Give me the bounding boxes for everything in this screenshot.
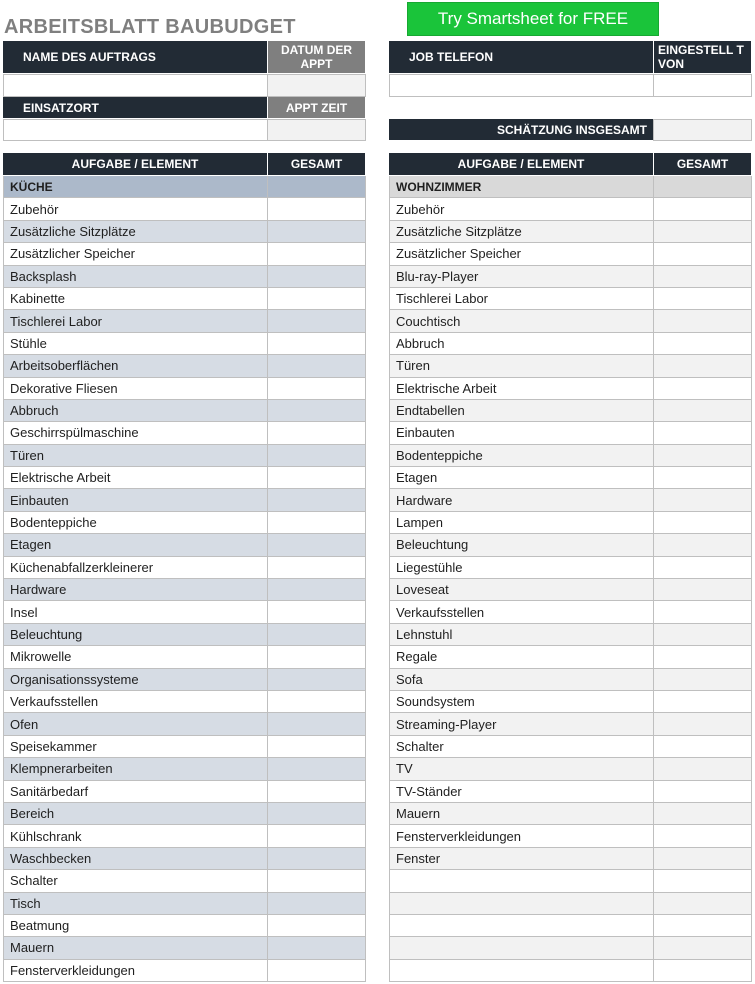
living-room-item-row [389, 221, 752, 243]
kitchen-item-total[interactable] [268, 960, 366, 982]
living-room-item-label [389, 960, 654, 982]
kitchen-item-row [3, 803, 366, 825]
living-room-item-row [389, 445, 752, 467]
living-room-item-total[interactable] [654, 624, 752, 646]
kitchen-item-label: Tischlerei Labor [3, 310, 268, 332]
right-task-column-header: AUFGABE / ELEMENT [389, 153, 654, 176]
living-room-item-row [389, 893, 752, 915]
living-room-item-total[interactable] [654, 422, 752, 444]
living-room-item-row [389, 825, 752, 847]
living-room-item-label: Hardware [389, 489, 654, 511]
estimate-total-field[interactable] [653, 119, 752, 141]
living-room-item-label: Zusätzliche Sitzplätze [389, 221, 654, 243]
living-room-item-total[interactable] [654, 534, 752, 556]
kitchen-item-label: Kabinette [3, 288, 268, 310]
kitchen-item-label: Waschbecken [3, 848, 268, 870]
living-room-item-row [389, 624, 752, 646]
living-room-item-label: Loveseat [389, 579, 654, 601]
kitchen-item-row [3, 243, 366, 265]
living-room-item-row [389, 601, 752, 623]
living-room-item-total[interactable] [654, 355, 752, 377]
kitchen-item-row [3, 937, 366, 959]
kitchen-item-label: Bereich [3, 803, 268, 825]
living-room-item-row [389, 781, 752, 803]
kitchen-item-row [3, 825, 366, 847]
try-smartsheet-button[interactable]: Try Smartsheet for FREE [407, 2, 659, 36]
kitchen-item-total[interactable] [268, 288, 366, 310]
kitchen-item-row [3, 646, 366, 668]
kitchen-item-total[interactable] [268, 736, 366, 758]
living-room-item-total[interactable] [654, 803, 752, 825]
kitchen-section-label: KÜCHE [3, 176, 268, 198]
kitchen-item-row [3, 893, 366, 915]
kitchen-item-row [3, 422, 366, 444]
living-room-item-total[interactable] [654, 221, 752, 243]
living-room-item-label: Zusätzlicher Speicher [389, 243, 654, 265]
kitchen-item-row [3, 355, 366, 377]
kitchen-item-row [3, 266, 366, 288]
kitchen-item-row [3, 467, 366, 489]
kitchen-item-total[interactable] [268, 758, 366, 780]
left-task-column-header: AUFGABE / ELEMENT [3, 153, 268, 176]
living-room-item-label: TV [389, 758, 654, 780]
living-room-item-total[interactable] [654, 893, 752, 915]
kitchen-item-label: Hardware [3, 579, 268, 601]
kitchen-item-label: Stühle [3, 333, 268, 355]
kitchen-item-total[interactable] [268, 713, 366, 735]
kitchen-item-row [3, 624, 366, 646]
kitchen-item-total[interactable] [268, 601, 366, 623]
kitchen-item-label: Küchenabfallzerkleinerer [3, 557, 268, 579]
living-room-item-label [389, 915, 654, 937]
kitchen-item-row [3, 736, 366, 758]
kitchen-item-total[interactable] [268, 803, 366, 825]
living-room-item-label: Einbauten [389, 422, 654, 444]
living-room-item-label: Schalter [389, 736, 654, 758]
living-room-item-total[interactable] [654, 333, 752, 355]
kitchen-item-label: Sanitärbedarf [3, 781, 268, 803]
living-room-item-total[interactable] [654, 736, 752, 758]
kitchen-item-total[interactable] [268, 579, 366, 601]
kitchen-item-label: Zusätzliche Sitzplätze [3, 221, 268, 243]
estimate-total-header: SCHÄTZUNG INSGESAMT [389, 119, 654, 141]
living-room-item-total[interactable] [654, 266, 752, 288]
kitchen-item-row [3, 579, 366, 601]
page-title: ARBEITSBLATT BAUBUDGET [4, 16, 296, 38]
living-room-item-total[interactable] [654, 489, 752, 511]
kitchen-item-row [3, 378, 366, 400]
living-room-item-label: Soundsystem [389, 691, 654, 713]
living-room-item-row [389, 557, 752, 579]
kitchen-table [3, 176, 366, 982]
living-room-item-row [389, 646, 752, 668]
living-room-item-label: Etagen [389, 467, 654, 489]
kitchen-item-label: Ofen [3, 713, 268, 735]
kitchen-item-label: Elektrische Arbeit [3, 467, 268, 489]
living-room-item-row [389, 579, 752, 601]
living-room-item-label: Beleuchtung [389, 534, 654, 556]
living-room-item-label: Elektrische Arbeit [389, 378, 654, 400]
kitchen-item-label: Türen [3, 445, 268, 467]
job-phone-field[interactable] [389, 74, 654, 97]
living-room-item-row [389, 512, 752, 534]
living-room-item-row [389, 960, 752, 982]
living-room-item-total[interactable] [654, 400, 752, 422]
living-room-item-row [389, 534, 752, 556]
living-room-item-row [389, 803, 752, 825]
living-room-item-total[interactable] [654, 467, 752, 489]
location-field[interactable] [3, 119, 268, 141]
living-room-item-row [389, 378, 752, 400]
living-room-section-row [389, 176, 752, 198]
living-room-item-label: Bodenteppiche [389, 445, 654, 467]
kitchen-item-label: Abbruch [3, 400, 268, 422]
kitchen-item-total[interactable] [268, 825, 366, 847]
living-room-item-total[interactable] [654, 848, 752, 870]
kitchen-item-label: Tisch [3, 893, 268, 915]
living-room-item-label: Fenster [389, 848, 654, 870]
kitchen-item-label: Dekorative Fliesen [3, 378, 268, 400]
living-room-item-label: Blu-ray-Player [389, 266, 654, 288]
living-room-item-total[interactable] [654, 557, 752, 579]
kitchen-item-row [3, 691, 366, 713]
left-total-column-header: GESAMT [268, 153, 366, 176]
living-room-item-row [389, 736, 752, 758]
living-room-item-total[interactable] [654, 713, 752, 735]
kitchen-item-total[interactable] [268, 355, 366, 377]
kitchen-item-row [3, 512, 366, 534]
living-room-item-total[interactable] [654, 669, 752, 691]
kitchen-item-label: Einbauten [3, 489, 268, 511]
kitchen-item-row [3, 489, 366, 511]
living-room-item-label: Zubehör [389, 198, 654, 220]
living-room-item-row [389, 198, 752, 220]
kitchen-item-label: Insel [3, 601, 268, 623]
kitchen-item-row [3, 400, 366, 422]
living-room-item-label: Sofa [389, 669, 654, 691]
living-room-item-total[interactable] [654, 646, 752, 668]
living-room-item-label [389, 937, 654, 959]
living-room-item-total[interactable] [654, 937, 752, 959]
appt-date-header: DATUM DER APPT [268, 41, 366, 74]
living-room-item-total[interactable] [654, 288, 752, 310]
kitchen-item-row [3, 557, 366, 579]
kitchen-item-total[interactable] [268, 310, 366, 332]
living-room-item-label: Couchtisch [389, 310, 654, 332]
kitchen-item-row [3, 198, 366, 220]
living-room-item-label: Lampen [389, 512, 654, 534]
kitchen-item-row [3, 870, 366, 892]
kitchen-item-row [3, 758, 366, 780]
living-room-item-label: Verkaufsstellen [389, 601, 654, 623]
living-room-item-total[interactable] [654, 601, 752, 623]
kitchen-item-row [3, 310, 366, 332]
living-room-item-total[interactable] [654, 445, 752, 467]
kitchen-section-row [3, 176, 366, 198]
living-room-item-label: Tischlerei Labor [389, 288, 654, 310]
kitchen-item-row [3, 848, 366, 870]
appt-date-field[interactable] [267, 74, 366, 97]
hired-by-header: EINGESTELL T VON [654, 41, 752, 74]
kitchen-item-label: Arbeitsoberflächen [3, 355, 268, 377]
hired-by-field[interactable] [653, 74, 752, 97]
living-room-section-total[interactable] [654, 176, 752, 198]
living-room-item-total[interactable] [654, 512, 752, 534]
kitchen-item-label: Geschirrspülmaschine [3, 422, 268, 444]
appt-time-header: APPT ZEIT [268, 97, 366, 119]
living-room-item-label: Mauern [389, 803, 654, 825]
living-room-item-total[interactable] [654, 781, 752, 803]
kitchen-item-label: Organisationssysteme [3, 669, 268, 691]
kitchen-item-total[interactable] [268, 422, 366, 444]
living-room-item-total[interactable] [654, 825, 752, 847]
living-room-item-row [389, 243, 752, 265]
living-room-item-row [389, 758, 752, 780]
kitchen-item-row [3, 534, 366, 556]
kitchen-item-label: Schalter [3, 870, 268, 892]
kitchen-item-total[interactable] [268, 198, 366, 220]
kitchen-item-total[interactable] [268, 445, 366, 467]
living-room-item-label: Endtabellen [389, 400, 654, 422]
kitchen-item-total[interactable] [268, 691, 366, 713]
kitchen-item-total[interactable] [268, 848, 366, 870]
living-room-item-row [389, 467, 752, 489]
job-name-header: NAME DES AUFTRAGS [3, 41, 268, 74]
kitchen-item-total[interactable] [268, 534, 366, 556]
living-room-item-row [389, 915, 752, 937]
kitchen-item-label: Mikrowelle [3, 646, 268, 668]
living-room-item-label [389, 893, 654, 915]
kitchen-item-total[interactable] [268, 221, 366, 243]
living-room-item-label: Lehnstuhl [389, 624, 654, 646]
job-phone-header: JOB TELEFON [389, 41, 654, 74]
kitchen-item-label: Backsplash [3, 266, 268, 288]
living-room-item-total[interactable] [654, 758, 752, 780]
living-room-item-row [389, 355, 752, 377]
kitchen-item-row [3, 669, 366, 691]
kitchen-item-row [3, 601, 366, 623]
kitchen-item-label: Bodenteppiche [3, 512, 268, 534]
kitchen-item-label: Etagen [3, 534, 268, 556]
living-room-item-label: Türen [389, 355, 654, 377]
living-room-item-total[interactable] [654, 960, 752, 982]
living-room-item-row [389, 937, 752, 959]
kitchen-item-total[interactable] [268, 378, 366, 400]
kitchen-item-total[interactable] [268, 467, 366, 489]
living-room-item-total[interactable] [654, 870, 752, 892]
living-room-item-total[interactable] [654, 198, 752, 220]
living-room-item-label [389, 870, 654, 892]
living-room-item-label: Liegestühle [389, 557, 654, 579]
living-room-table [389, 176, 752, 982]
kitchen-item-total[interactable] [268, 243, 366, 265]
living-room-item-total[interactable] [654, 915, 752, 937]
living-room-item-row [389, 691, 752, 713]
living-room-item-row [389, 288, 752, 310]
kitchen-item-label: Klempnerarbeiten [3, 758, 268, 780]
living-room-item-row [389, 266, 752, 288]
living-room-item-label: TV-Ständer [389, 781, 654, 803]
living-room-item-row [389, 489, 752, 511]
kitchen-item-label: Zubehör [3, 198, 268, 220]
job-name-field[interactable] [3, 74, 268, 97]
living-room-item-row [389, 310, 752, 332]
living-room-item-row [389, 870, 752, 892]
location-header: EINSATZORT [3, 97, 268, 119]
living-room-item-row [389, 669, 752, 691]
kitchen-item-row [3, 221, 366, 243]
kitchen-item-row [3, 333, 366, 355]
kitchen-item-total[interactable] [268, 870, 366, 892]
kitchen-item-total[interactable] [268, 624, 366, 646]
kitchen-item-total[interactable] [268, 915, 366, 937]
appt-time-field[interactable] [267, 119, 366, 141]
kitchen-item-total[interactable] [268, 669, 366, 691]
kitchen-item-label: Verkaufsstellen [3, 691, 268, 713]
living-room-item-row [389, 400, 752, 422]
living-room-item-total[interactable] [654, 310, 752, 332]
right-total-column-header: GESAMT [654, 153, 752, 176]
living-room-item-row [389, 848, 752, 870]
kitchen-item-row [3, 960, 366, 982]
kitchen-item-row [3, 713, 366, 735]
kitchen-item-label: Beleuchtung [3, 624, 268, 646]
kitchen-item-total[interactable] [268, 512, 366, 534]
kitchen-section-total[interactable] [268, 176, 366, 198]
kitchen-item-row [3, 288, 366, 310]
living-room-item-total[interactable] [654, 243, 752, 265]
living-room-section-label: WOHNZIMMER [389, 176, 654, 198]
kitchen-item-label: Beatmung [3, 915, 268, 937]
kitchen-item-label: Speisekammer [3, 736, 268, 758]
living-room-item-total[interactable] [654, 579, 752, 601]
kitchen-item-label: Zusätzlicher Speicher [3, 243, 268, 265]
kitchen-item-total[interactable] [268, 893, 366, 915]
living-room-item-label: Fensterverkleidungen [389, 825, 654, 847]
living-room-item-total[interactable] [654, 378, 752, 400]
living-room-item-row [389, 422, 752, 444]
kitchen-item-label: Kühlschrank [3, 825, 268, 847]
kitchen-item-label: Mauern [3, 937, 268, 959]
kitchen-item-total[interactable] [268, 557, 366, 579]
living-room-item-label: Regale [389, 646, 654, 668]
kitchen-item-total[interactable] [268, 266, 366, 288]
kitchen-item-total[interactable] [268, 646, 366, 668]
kitchen-item-label: Fensterverkleidungen [3, 960, 268, 982]
living-room-item-row [389, 713, 752, 735]
living-room-item-total[interactable] [654, 691, 752, 713]
kitchen-item-total[interactable] [268, 400, 366, 422]
living-room-item-row [389, 333, 752, 355]
living-room-item-label: Streaming-Player [389, 713, 654, 735]
kitchen-item-total[interactable] [268, 489, 366, 511]
kitchen-item-row [3, 915, 366, 937]
kitchen-item-total[interactable] [268, 937, 366, 959]
kitchen-item-row [3, 445, 366, 467]
kitchen-item-total[interactable] [268, 333, 366, 355]
kitchen-item-row [3, 781, 366, 803]
living-room-item-label: Abbruch [389, 333, 654, 355]
kitchen-item-total[interactable] [268, 781, 366, 803]
